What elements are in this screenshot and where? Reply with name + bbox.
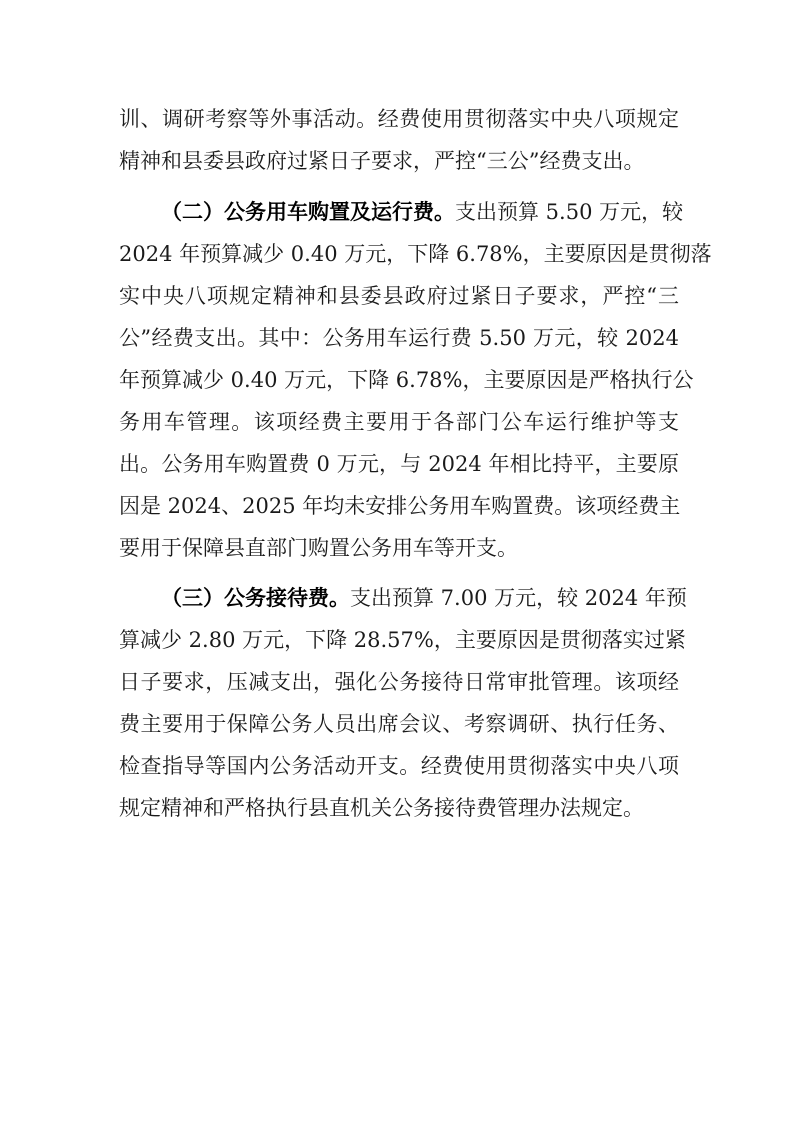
paragraph-3-line-4: 费主要用于保障公务人员出席会议、考察调研、执行任务、 xyxy=(119,712,679,736)
paragraph-2-line-8: 因是 2024、2025 年均未安排公务用车购置费。该项经费主 xyxy=(119,494,681,518)
paragraph-3-first-line-text: 支出预算 7.00 万元，较 2024 年预 xyxy=(350,586,687,610)
paragraph-2-line-4: 公”经费支出。其中：公务用车运行费 5.50 万元，较 2024 xyxy=(119,326,679,350)
paragraph-2-first-line-text: 支出预算 5.50 万元，较 xyxy=(455,200,684,224)
paragraph-3-line-2: 算减少 2.80 万元，下降 28.57%，主要原因是贯彻落实过紧 xyxy=(119,628,686,652)
paragraph-2-line-2: 2024 年预算减少 0.40 万元，下降 6.78%，主要原因是贯彻落 xyxy=(119,242,712,266)
section-heading-vehicle: （二）公务用车购置及运行费。 xyxy=(161,200,455,224)
paragraph-3-line-6: 规定精神和严格执行县直机关公务接待费管理办法规定。 xyxy=(119,796,644,820)
section-heading-reception: （三）公务接待费。 xyxy=(161,586,350,610)
paragraph-2-line-5: 年预算减少 0.40 万元，下降 6.78%，主要原因是严格执行公 xyxy=(119,368,694,392)
paragraph-2-line-1 xyxy=(161,197,684,227)
paragraph-2-line-3: 实中央八项规定精神和县委县政府过紧日子要求，严控“三 xyxy=(119,284,679,308)
paragraph-3-line-1 xyxy=(161,583,687,613)
paragraph-3-line-3: 日子要求，压减支出，强化公务接待日常审批管理。该项经 xyxy=(119,670,679,694)
paragraph-1-line-1: 训、调研考察等外事活动。经费使用贯彻落实中央八项规定 xyxy=(119,107,679,131)
paragraph-3-line-5: 检查指导等国内公务活动开支。经费使用贯彻落实中央八项 xyxy=(119,754,679,778)
paragraph-2-line-7: 出。公务用车购置费 0 万元，与 2024 年相比持平，主要原 xyxy=(119,452,679,476)
paragraph-1-line-2: 精神和县委县政府过紧日子要求，严控“三公”经费支出。 xyxy=(119,149,645,173)
paragraph-2-line-6: 务用车管理。该项经费主要用于各部门公车运行维护等支 xyxy=(119,410,679,434)
paragraph-2-line-9: 要用于保障县直部门购置公务用车等开支。 xyxy=(119,536,518,560)
